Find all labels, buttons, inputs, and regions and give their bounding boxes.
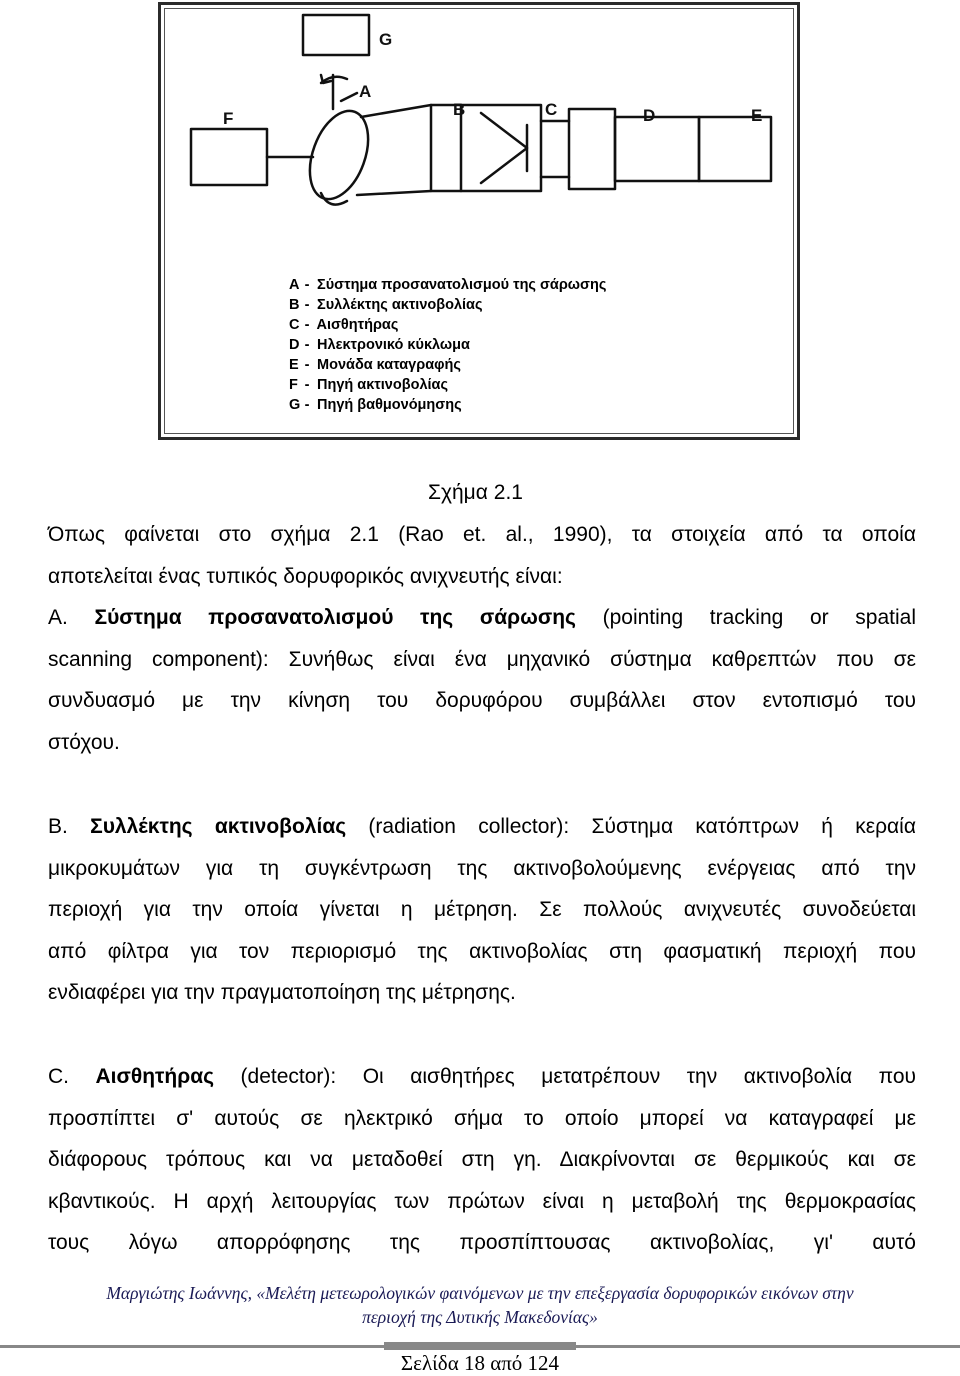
section-b-term: Συλλέκτης ακτινοβολίας: [90, 815, 347, 838]
figure-frame: [158, 2, 800, 440]
label-a: A: [359, 82, 372, 101]
page-number: Σελίδα 18 από 124: [400, 1351, 560, 1375]
page-footer: Μαργιώτης Ιωάννης, «Μελέτη μετεωρολογικών φαινόμενων με την επεξεργασία δορυφορικών εικόνων στην περιοχή της Δυτικής Μακεδονίας»: [106, 1283, 854, 1327]
label-b: B: [453, 100, 466, 119]
figure-legend: [289, 275, 606, 415]
section-a-paragraph: A. Σύστημα προσανατολισμού της σάρωσης (pointing tracking or spatial scanning component): Συνήθως είναι ένα μηχανικό σύστημα καθρεπτών που σε συνδυασμό με την κίνηση του δορυφόρου συμβάλλει στον εντοπισμό του στόχου.: [48, 606, 916, 754]
legend-item-f: F - Πηγή ακτινοβολίας: [289, 377, 448, 393]
label-c: C: [545, 100, 558, 119]
legend-item-e: E - Μονάδα καταγραφής: [289, 357, 461, 373]
section-a-term: Σύστημα προσανατολισμού της σάρωσης: [94, 606, 576, 629]
legend-item-c: C - Αισθητήρας: [289, 317, 399, 333]
label-g: G: [379, 30, 393, 49]
legend-item-b: B - Συλλέκτης ακτινοβολίας: [289, 297, 483, 313]
label-f: F: [223, 109, 234, 128]
section-b-paragraph: B. Συλλέκτης ακτινοβολίας (radiation collector): Σύστημα κατόπτρων ή κεραία μικροκυμάτων για τη συγκέντρωση της ακτινοβολούμενης ενέργειας από την περιοχή για την οποία γίνεται η μέτρηση. Σε πολλούς ανιχνευτές συνοδεύεται από φίλτρα για τον περιορισμό της ακτινοβολίας στη φασματική περιοχή που ενδιαφέρει για την πραγματοποίηση της μέτρησης.: [48, 815, 916, 1004]
label-d: D: [643, 106, 656, 125]
section-c-paragraph: C. Αισθητήρας (detector): Οι αισθητήρες μετατρέπουν την ακτινοβολία που προσπίπτει σ' αυτούς σε ηλεκτρικό σήμα το οποίο μπορεί να καταγραφεί με διάφορους τρόπους και να μεταδοθεί στη γη. Διακρίνονται σε θερμικούς και σε κβαντικούς. Η αρχή λειτουργίας των πρώτων είναι η μεταβολή της θερμοκρασίας τους λόγω απορρόφησης της προσπίπτουσας ακτινοβολίας, γι' αυτό: [48, 1065, 916, 1254]
box-d: [615, 117, 699, 181]
legend-item-d: D - Ηλεκτρονικό κύκλωμα: [289, 337, 470, 353]
box-g: [303, 15, 369, 55]
scan-mirror: [299, 103, 379, 207]
section-c-term: Αισθητήρας: [95, 1065, 215, 1088]
footer-divider-center: [384, 1342, 576, 1350]
legend-item-g: G - Πηγή βαθμονόμησης: [289, 397, 462, 413]
intro-paragraph: Όπως φαίνεται στο σχήμα 2.1 (Rao et. al., 1990), τα στοιχεία από τα οποία αποτελείται ένας τυπικός δορυφορικός ανιχνευτής είναι:: [48, 523, 916, 588]
box-e: [699, 117, 771, 181]
box-f: [191, 129, 267, 185]
label-e: E: [751, 106, 763, 125]
figure-caption: Σχήμα 2.1: [428, 481, 523, 504]
legend-item-a: A - Σύστημα προσανατολισμού της σάρωσης: [289, 277, 607, 293]
box-c: [569, 109, 615, 189]
